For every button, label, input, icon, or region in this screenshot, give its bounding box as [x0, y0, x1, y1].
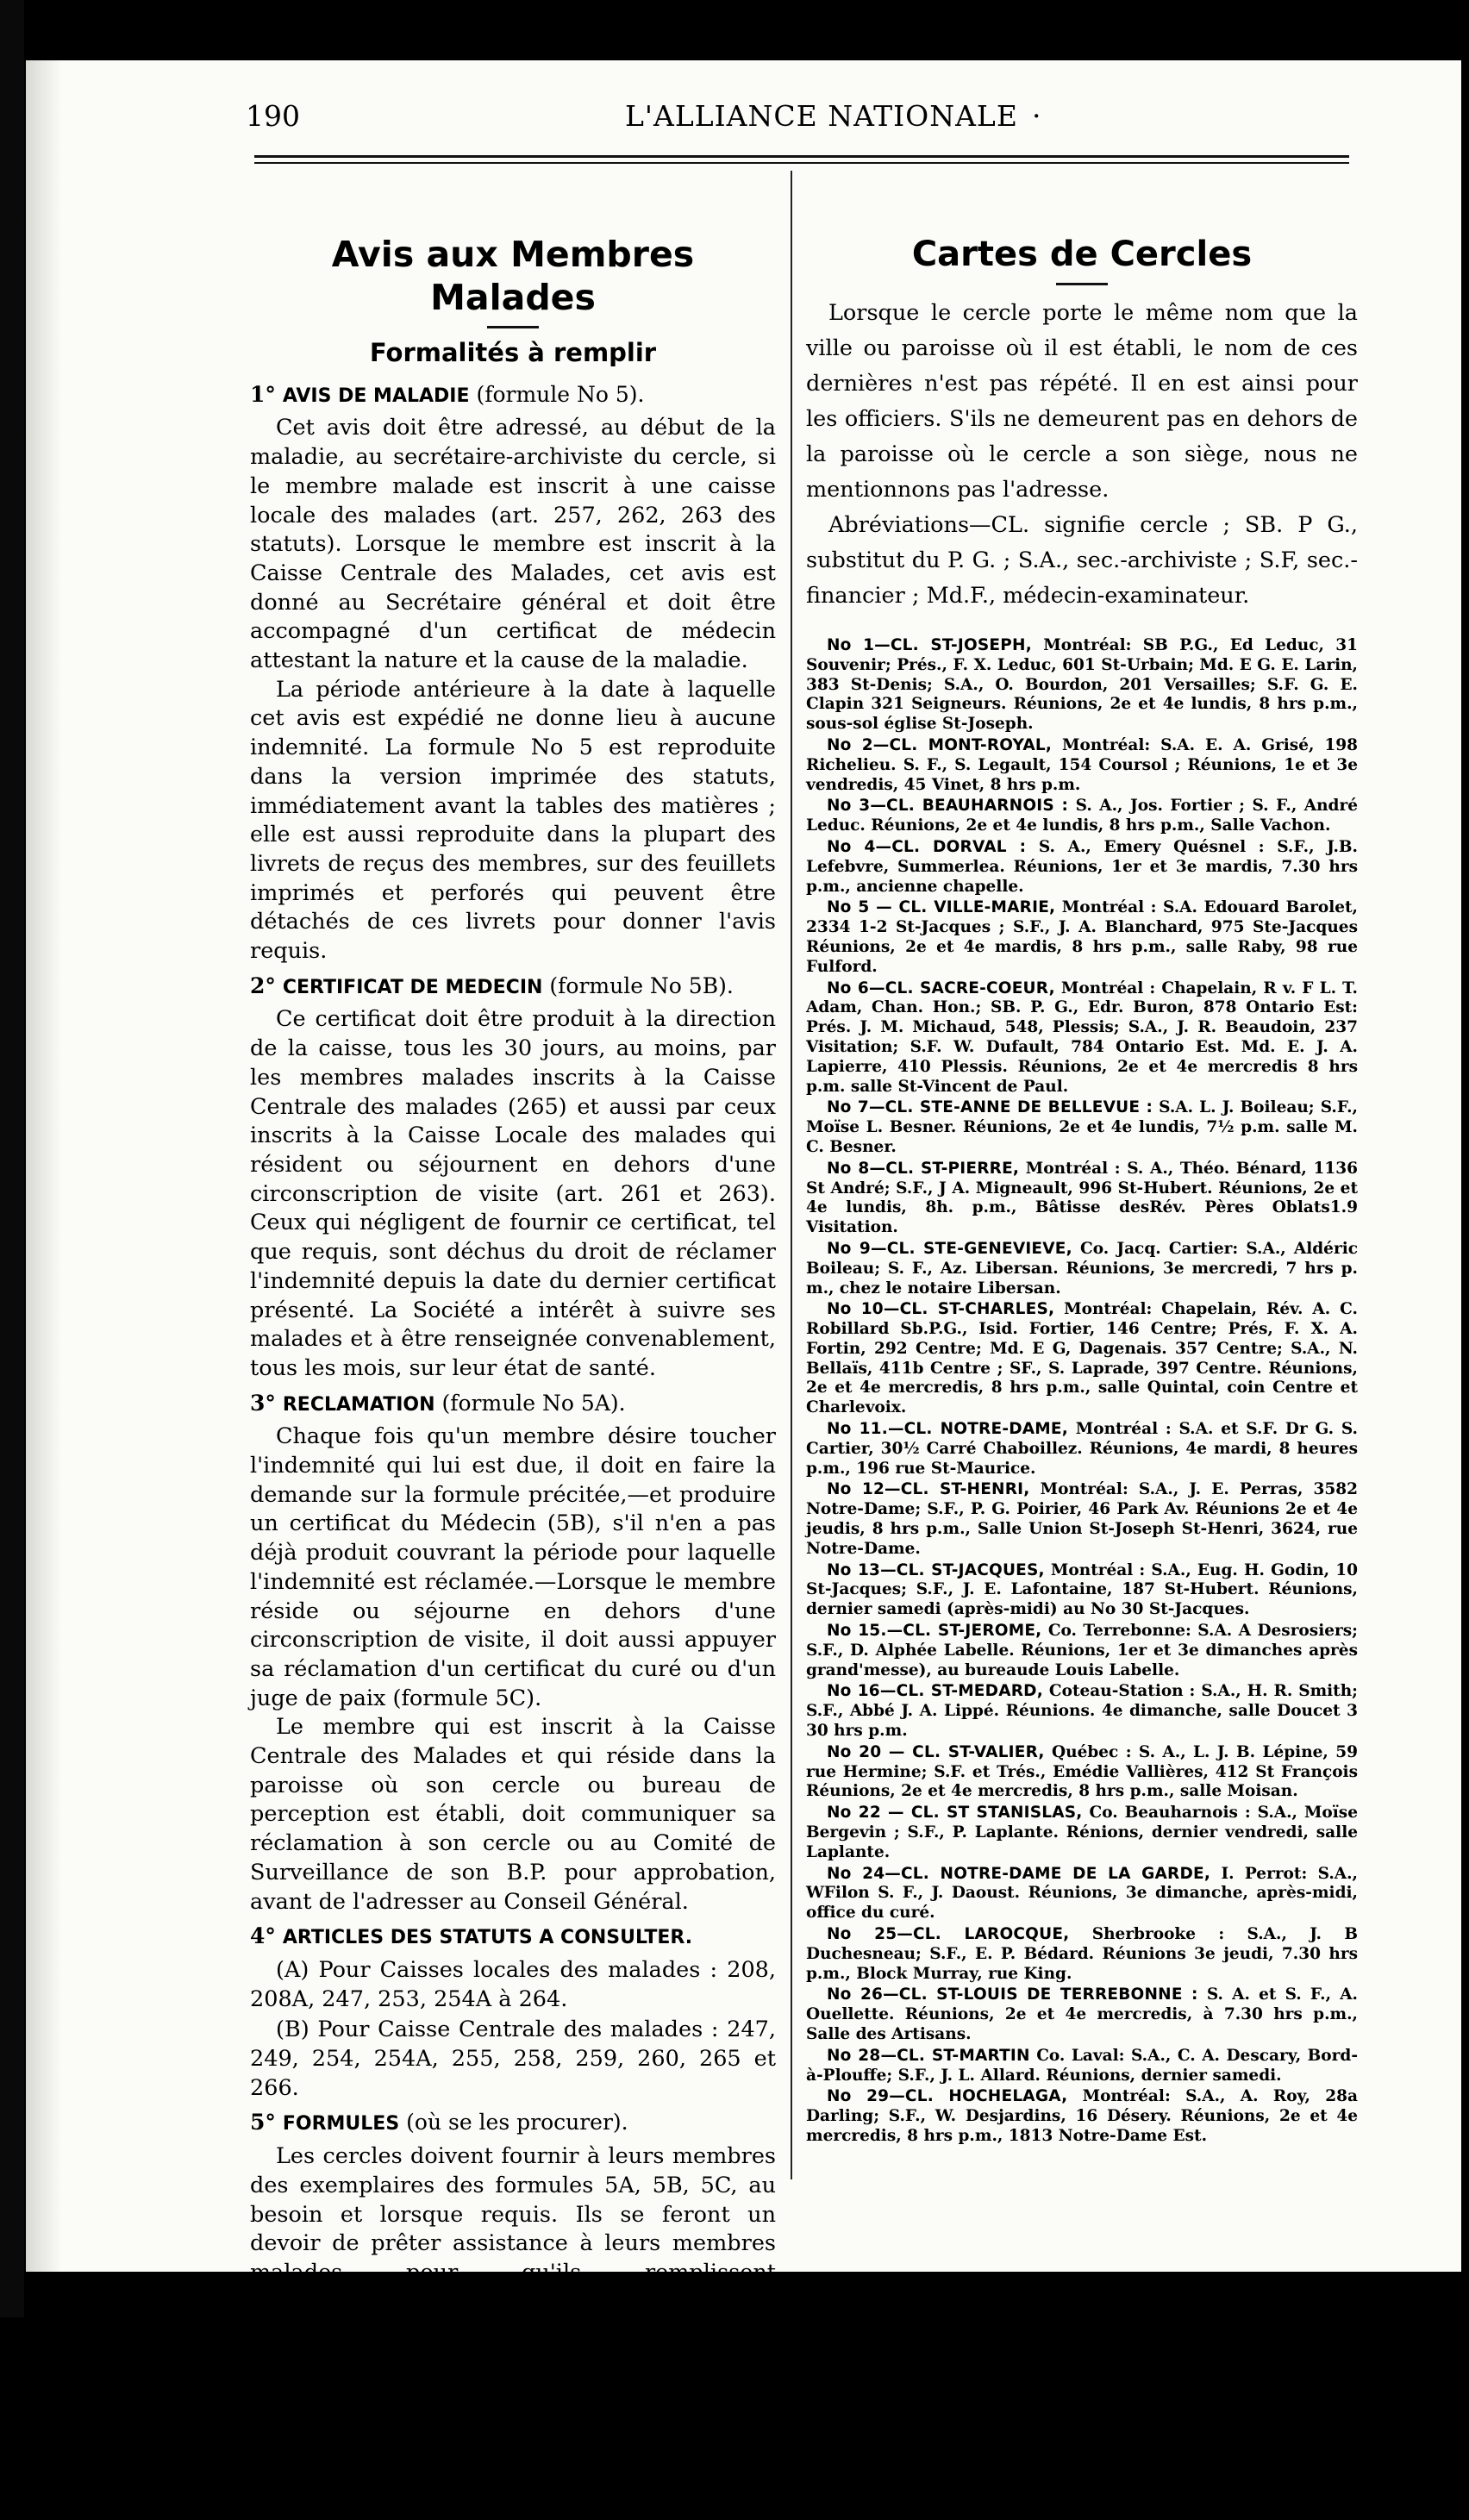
circle-list	[806, 636, 1358, 2147]
paragraph: Chaque fois qu'un membre désire toucher l'indemnité qui lui est due, il doit en faire la demande sur la formule précitée,—et produire un certificat du Médecin (5B), s'il n'en a pas déjà produit couvrant la période pour laquelle l'indemnité est réclamée.—Lorsque le membre réside ou séjourne en dehors d'une circonscription de visite, il doit aussi appuyer sa réclamation d'un certificat du curé ou d'un juge de paix (formule 5C).	[250, 1423, 776, 1711]
circle-details: Montréal: S.A., A. Roy, 28a Darling; S.F., W. Desjardins, 16 Désery. Réunions, 2e et 4e mercredis, 8 hrs p.m., 1813 Notre-Dame Est.	[806, 2087, 1358, 2145]
circle-entry	[806, 1160, 1358, 1238]
circle-name: No 15.—CL. ST-JEROME,	[827, 1622, 1042, 1641]
circle-entry	[806, 1098, 1358, 1157]
circle-name: No 3—CL. BEAUHARNOIS :	[827, 797, 1069, 816]
column-divider	[791, 171, 792, 2179]
circle-entry	[806, 1865, 1358, 1923]
right-column	[806, 181, 1358, 2148]
paragraph: Ce certificat doit être produit à la direction de la caisse, tous les 30 jours, au moins, par les membres malades inscrits à la Caisse Centrale des malades (265) et aussi par ceux inscrits à la Caisse Locale des malades qui résident ou séjournent en dehors d'une circonscription de visite (art. 261 et 263). Ceux qui négligent de fournir ce certificat, tel que requis, sont déchus du droit de réclamer l'indemnité depuis la date du dernier certificat présenté. La Société a intérêt à suivre ses malades et à être renseignée convenablement, tous les mois, sur leur état de santé.	[250, 1006, 776, 1381]
circle-entry	[806, 1420, 1358, 1479]
circle-details: S. A., Jos. Fortier ; S. F., André Leduc. Réunions, 2e et 4e lundis, 8 hrs p.m., Salle Vachon.	[806, 797, 1358, 835]
circle-entry	[806, 797, 1358, 836]
circle-name: No 26—CL. ST-LOUIS DE TERREBONNE :	[827, 1985, 1198, 2004]
section-heading-2: 2° CERTIFICAT DE MEDECIN (formule No 5B).	[250, 972, 734, 998]
circle-entry	[806, 1743, 1358, 1802]
publication-title: L'ALLIANCE NATIONALE	[625, 99, 1018, 133]
circle-details: S. A., Emery Quésnel : S.F., J.B. Lefebvre, Summerlea. Réunions, 1er et 3e mardis, 7.30 hrs p.m., ancienne chapelle.	[806, 837, 1358, 896]
circle-name: No 5 — CL. VILLE-MARIE,	[827, 898, 1056, 917]
circle-details: Montréal: SB P.G., Ed Leduc, 31 Souvenir; Prés., F. X. Leduc, 601 St-Urbain; Md. E G. E. Larin, 383 St-Denis; S.A., O. Bourdon, 201 Versailles; S.F. G. E. Clapin 321 Seigneurs. Réunions, 2e et 4e lundis, 8 hrs p.m., sous-sol église St-Joseph.	[806, 636, 1359, 734]
circle-details: Montréal : S.A. et S.F. Dr G. S. Cartier, 30½ Carré Chaboillez. Réunions, 4e mardi, 8 heures p.m., 196 rue St-Maurice.	[806, 1420, 1358, 1478]
circle-name: No 13—CL. ST-JACQUES,	[827, 1560, 1045, 1579]
circle-entry	[806, 1480, 1358, 1559]
circle-details: S. A. et S. F., A. Ouellette. Réunions, 2e et 4e mercredis, à 7.30 hrs p.m., Salle des Artisans.	[806, 1985, 1358, 2043]
circle-entry	[806, 1985, 1358, 2044]
circle-name: No 12—CL. ST-HENRI,	[827, 1480, 1030, 1499]
circle-name: No 2—CL. MONT-ROYAL,	[827, 735, 1053, 754]
header-rule-2	[254, 162, 1349, 164]
page-header	[246, 99, 1353, 151]
circle-details: Sherbrooke : S.A., J. B Duchesneau; S.F., E. P. Bédard. Réunions 3e jeudi, 7.30 hrs p.m., Block Murray, rue King.	[806, 1925, 1358, 1983]
circle-entry	[806, 1804, 1358, 1862]
paragraph: Les membres des bureaux de perception doivent s'adresser au Secrétaire général. Toutefois, les percepteurs de ces bureaux doivent toujours avoir en mains des exemplaires de toutes les formules dont les membres de ces bureaux peuvent avoir besoin.	[250, 2317, 776, 2518]
circle-name: No 1—CL. ST-JOSEPH,	[827, 636, 1032, 654]
circle-name: No 4—CL. DORVAL :	[827, 837, 1027, 856]
paragraph: Le membre qui est inscrit à la Caisse Centrale des Malades et qui réside dans la paroisse où son cercle ou bureau de perception est établi, doit communiquer sa réclamation à son cercle ou au Comité de Surveillance de son B.P. pour approbation, avant de l'adresser au Conseil Général.	[250, 1714, 776, 1915]
circle-details: Montréal : S.A. Edouard Barolet, 2334 1-2 St-Jacques ; S.F., J. A. Blanchard, 975 Ste-Jacques Réunions, 2e et 4e mardis, 8 hrs p.m., salle Raby, 98 rue Fulford.	[806, 898, 1359, 976]
left-title: Avis aux Membres Malades	[331, 234, 695, 318]
circle-entry	[806, 1561, 1358, 1620]
circle-details: Montréal: S.A., J. E. Perras, 3582 Notre-Dame; S.F., P. G. Poirier, 46 Park Av. Réunions 2e et 4e jeudis, 8 hrs p.m., Salle Union St-Joseph St-Henri, 3624, rue Notre-Dame.	[806, 1480, 1358, 1558]
circle-name: No 24—CL. NOTRE-DAME DE LA GARDE,	[827, 1864, 1211, 1883]
circle-name: No 6—CL. SACRE-COEUR,	[827, 979, 1055, 997]
circle-name: No 29—CL. HOCHELAGA,	[827, 2087, 1068, 2106]
circle-name: No 28—CL. ST-MARTIN	[827, 2046, 1030, 2065]
circle-entry	[806, 898, 1358, 977]
circle-entry	[806, 1240, 1358, 1298]
circle-entry	[806, 838, 1358, 897]
section-heading-3: 3° RECLAMATION (formule No 5A).	[250, 1390, 626, 1416]
circle-details: Montréal : S.A., Eug. H. Godin, 10 St-Jacques; S.F., J. E. Lafontaine, 187 St-Hubert. Réunions, dernier samedi (après-midi) au No 30 St-Jacques.	[806, 1560, 1358, 1619]
section-heading-5: 5° FORMULES (où se les procurer).	[250, 2110, 628, 2135]
circle-name: No 10—CL. ST-CHARLES,	[827, 1300, 1055, 1319]
section-heading-4: 4° ARTICLES DES STATUTS A CONSULTER.	[250, 1923, 693, 1949]
circle-entry	[806, 1622, 1358, 1680]
circle-entry	[806, 1925, 1358, 1984]
section-heading-1: 1° AVIS DE MALADIE (formule No 5).	[250, 381, 645, 407]
circle-name: No 7—CL. STE-ANNE DE BELLEVUE :	[827, 1098, 1153, 1117]
list-item: (A) Pour Caisses locales des malades : 208, 208A, 247, 253, 254A à 264.	[250, 1956, 776, 2012]
circle-entry	[806, 2047, 1358, 2086]
circle-details: Québec : S. A., L. J. B. Lépine, 59 rue Hermine; S.F. et Trés., Emédie Vallières, 412 St François Réunions, 2e et 4e mercredis, 8 hrs p.m., salle Moisan.	[806, 1742, 1358, 1801]
page-number: 190	[246, 99, 300, 133]
circle-details: I. Perrot: S.A., WFilon S. F., J. Daoust. Réunions, 3e dimanche, après-midi, office du curé.	[806, 1864, 1358, 1923]
intro-paragraph: Lorsque le cercle porte le même nom que la ville ou paroisse où il est établi, le nom de ces dernières n'est pas répété. Il en est ainsi pour les officiers. S'ils ne demeurent pas en dehors de la paroisse où le cercle a son siège, nous ne mentionnons pas l'adresse.	[806, 300, 1358, 503]
circle-details: Montréal : Chapelain, R v. F L. T. Adam, Chan. Hon.; SB. P. G., Edr. Buron, 878 Ontario Est: Prés. J. M. Michaud, 548, Plessis; S.A., J. R. Beaudoin, 237 Visitation; S.F. W. Dufault, 784 Ontario Est. Md. E. J. A. Lapierre, 410 Plessis. Réunions, 2e et 4e mercredis 8 hrs p.m. salle St-Vincent de Paul.	[806, 979, 1358, 1096]
circle-details: Montréal: S.A. E. A. Grisé, 198 Richelieu. S. F., S. Legault, 154 Coursol ; Réunions, 1e et 3e vendredis, 45 Vinet, 8 hrs p.m.	[806, 735, 1358, 794]
header-rule	[254, 155, 1349, 158]
circle-name: No 22 — CL. ST STANISLAS,	[827, 1804, 1083, 1823]
circle-details: Co. Terrebonne: S.A. A Desrosiers; S.F., D. Alphée Labelle. Réunions, 1er et 3e dimanches après grand'messe), au bureaude Louis Labelle.	[806, 1622, 1358, 1679]
circle-name: No 20 — CL. ST-VALIER,	[827, 1742, 1045, 1761]
left-column	[250, 181, 776, 2520]
circle-details: Montréal : S. A., Théo. Bénard, 1136 St André; S.F., J A. Migneault, 996 St-Hubert. Réunions, 2e et 4e lundis, 8h. p.m., Bâtisse desRév. Pères Oblats1.9 Visitation.	[806, 1159, 1358, 1237]
circle-details: S.A. L. J. Boileau; S.F., Moïse L. Besner. Réunions, 2e et 4e lundis, 7½ p.m. salle M. C. Besner.	[806, 1098, 1358, 1156]
title-rule	[487, 326, 539, 328]
circle-name: No 25—CL. LAROCQUE,	[827, 1925, 1070, 1943]
circle-name: No 11.—CL. NOTRE-DAME,	[827, 1420, 1068, 1439]
paragraph: La période antérieure à la date à laquelle cet avis est expédié ne donne lieu à aucune indemnité. La formule No 5 est reproduite dans la version imprimée des statuts, immédiatement avant la tables des matières ; elle est aussi reproduite dans la plupart des livrets de reçus des membres, sur des feuillets imprimés et perforés qui peuvent être détachés de ces livrets pour donner l'avis requis.	[250, 676, 776, 965]
circle-details: Co. Jacq. Cartier: S.A., Aldéric Boileau; S. F., Az. Libersan. Réunions, 3e mercredi, 7 hrs p. m., chez le notaire Libersan.	[806, 1239, 1358, 1298]
circle-name: No 16—CL. ST-MEDARD,	[827, 1682, 1043, 1701]
circle-details: Montréal: Chapelain, Rév. A. C. Robillard Sb.P.G., Isid. Fortier, 146 Centre; Prés, F. X. A. Fortin, 292 Centre; Md. E G, Dagenais. 357 Centre; S.A., N. Bellaïs, 411b Centre ; SF., S. Laprade, 397 Centre. Réunions, 2e et 4e mercredis, 8 hrs p.m., salle Quintal, coin Centre et Charlevoix.	[806, 1300, 1358, 1417]
abbreviations-paragraph: Abréviations—CL. signifie cercle ; SB. P G., substitut du P. G. ; S.A., sec.-archiviste ; S.F, sec.-financier ; Md.F., médecin-examinateur.	[806, 512, 1358, 609]
title-rule	[1056, 283, 1108, 285]
circle-details: Co. Beauharnois : S.A., Moïse Bergevin ; S.F., P. Laplante. Rénions, dernier vendredi, salle Laplante.	[806, 1804, 1358, 1861]
circle-details: Coteau-Station : S.A., H. R. Smith; S.F., Abbé J. A. Lippé. Réunions. 4e dimanche, salle Doucet 3 30 hrs p.m.	[806, 1682, 1359, 1741]
circle-entry	[806, 1682, 1358, 1741]
paragraph: Cet avis doit être adressé, au début de la maladie, au secrétaire-archiviste du cercle, si le membre malade est inscrit à une caisse locale des malades (art. 257, 262, 263 des statuts). Lorsque le membre est inscrit à la Caisse Centrale des Malades, cet avis est donné au Secrétaire général et doit être accompagné d'un certificat de médecin attestant la nature et la cause de la maladie.	[250, 415, 776, 674]
circle-name: No 9—CL. STE-GENEVIEVE,	[827, 1239, 1072, 1258]
right-title: Cartes de Cercles	[911, 234, 1253, 274]
header-mark: ·	[1032, 99, 1041, 133]
circle-entry	[806, 1300, 1358, 1418]
circle-name: No 8—CL. ST-PIERRE,	[827, 1159, 1020, 1178]
circle-entry	[806, 736, 1358, 795]
paragraph: Les cercles doivent fournir à leurs membres des exemplaires des formules 5A, 5B, 5C, au besoin et lorsque requis. Ils se feront un devoir de prêter assistance à leurs membres malades pour qu'ils remplissent convenablement les formalités nécessaires.	[250, 2143, 776, 2315]
left-subtitle: Formalités à remplir	[369, 338, 657, 367]
list-item: (B) Pour Caisse Centrale des malades : 247, 249, 254, 254A, 255, 258, 259, 260, 265 et 266.	[250, 2017, 776, 2101]
circle-entry	[806, 636, 1358, 735]
circle-details: Co. Laval: S.A., C. A. Descary, Bord-à-Plouffe; S.F., J. L. Allard. Réunions, dernier samedi.	[806, 2046, 1358, 2085]
circle-entry	[806, 2087, 1358, 2146]
circle-entry	[806, 979, 1358, 1097]
film-edge	[0, 0, 24, 2317]
